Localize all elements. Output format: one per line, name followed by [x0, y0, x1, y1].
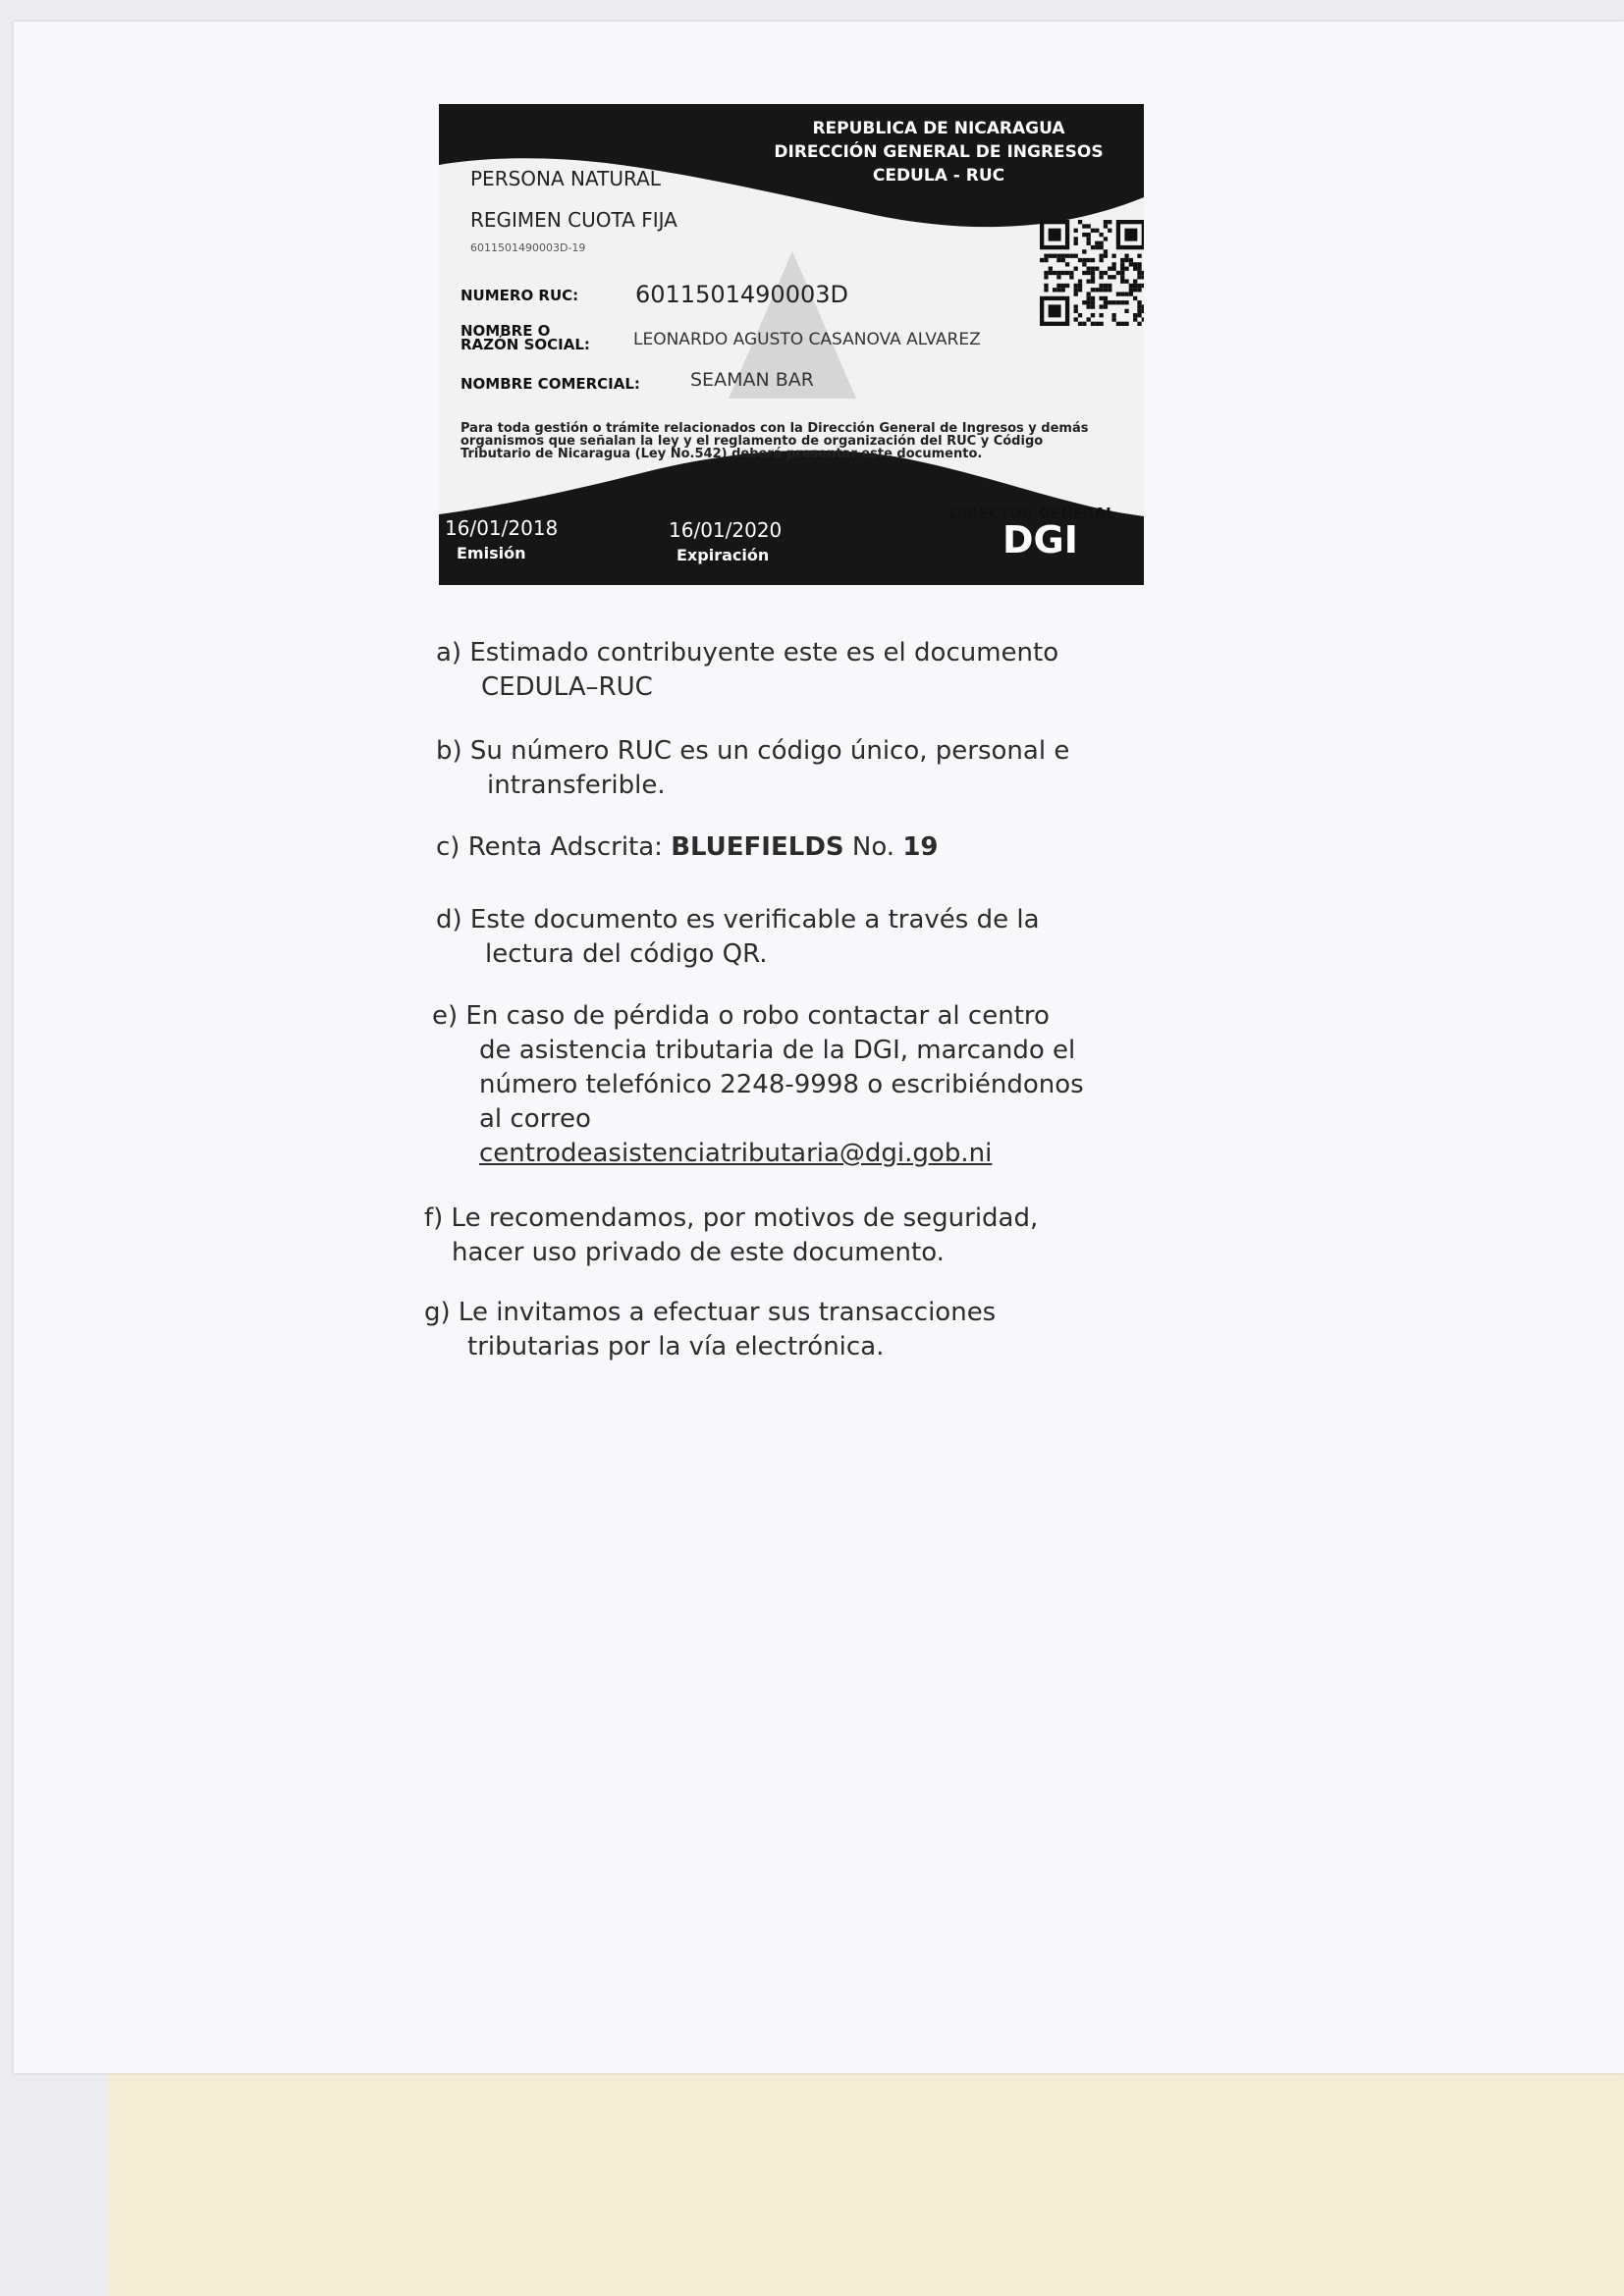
item-b-line1: b) Su número RUC es un código único, personal e	[436, 736, 1070, 766]
card-agency: DIRECCIÓN GENERAL DE INGRESOS	[774, 142, 1104, 162]
name-label-2: RAZÓN SOCIAL:	[460, 336, 590, 353]
list-item-a	[436, 636, 1058, 705]
item-c-place: BLUEFIELDS	[671, 832, 844, 862]
item-a-line1: a) Estimado contribuyente este es el documento	[436, 638, 1059, 667]
expiration-label: Expiración	[677, 546, 770, 564]
list-item-e	[432, 999, 1084, 1171]
qr-code-icon	[1040, 220, 1144, 326]
item-c-num: 19	[902, 832, 939, 862]
item-c-no: No.	[851, 832, 895, 862]
item-e-line1: e) En caso de pérdida o robo contactar al centro	[432, 1001, 1050, 1031]
list-item-f	[424, 1201, 1038, 1270]
item-e-email-link[interactable]: centrodeasistenciatributaria@dgi.gob.ni	[479, 1139, 993, 1168]
item-c-prefix: c) Renta Adscrita:	[436, 832, 663, 862]
item-e-line4: al correo	[479, 1104, 591, 1134]
emission-date: 16/01/2018	[445, 516, 559, 540]
list-item-d	[436, 903, 1040, 972]
director-label: DIRECTOR GENERAL	[949, 505, 1115, 522]
item-a-line2: CEDULA–RUC	[481, 672, 653, 702]
item-f-line2: hacer uso privado de este documento.	[452, 1238, 945, 1267]
dgi-logo-text: DGI	[1002, 518, 1078, 561]
item-b-line2: intransferible.	[487, 771, 666, 800]
comercial-value: SEAMAN BAR	[690, 369, 814, 391]
card-regimen: REGIMEN CUOTA FIJA	[470, 208, 677, 232]
card-doc-type: CEDULA - RUC	[872, 166, 1005, 186]
card-country: REPUBLICA DE NICARAGUA	[812, 119, 1065, 138]
card-small-code: 6011501490003D-19	[470, 241, 586, 254]
list-item-g	[424, 1296, 996, 1364]
item-g-line1: g) Le invitamos a efectuar sus transacciones	[424, 1298, 997, 1327]
card-persona: PERSONA NATURAL	[470, 167, 661, 190]
emission-label: Emisión	[457, 544, 526, 562]
ruc-value: 6011501490003D	[635, 281, 848, 308]
name-value: LEONARDO AGUSTO CASANOVA ALVAREZ	[633, 330, 981, 349]
underlying-paper-edge	[108, 2056, 1624, 2296]
card-notice: Para toda gestión o trámite relacionados con la Dirección General de Ingresos y demás organismos que señalan la ley y el reglamento de organización del RUC y Código Tributario de Nicaragua (Ley No.542) deberá presentar este documento.	[460, 421, 1089, 461]
item-f-line1: f) Le recomendamos, por motivos de seguridad,	[424, 1203, 1039, 1233]
ruc-label: NUMERO RUC:	[460, 287, 579, 304]
list-item-b	[436, 734, 1069, 803]
item-e-line3: número telefónico 2248-9998 o escribiéndonos	[479, 1070, 1084, 1099]
item-g-line2: tributarias por la vía electrónica.	[467, 1332, 885, 1362]
item-d-line1: d) Este documento es verificable a través de la	[436, 905, 1040, 934]
expiration-date: 16/01/2020	[669, 518, 783, 542]
list-item-c	[436, 830, 939, 865]
cedula-ruc-card	[439, 104, 1144, 585]
name-label-1: NOMBRE O	[460, 322, 551, 340]
comercial-label: NOMBRE COMERCIAL:	[460, 375, 640, 393]
item-e-line2: de asistencia tributaria de la DGI, marcando el	[479, 1036, 1076, 1065]
item-d-line2: lectura del código QR.	[485, 939, 768, 969]
